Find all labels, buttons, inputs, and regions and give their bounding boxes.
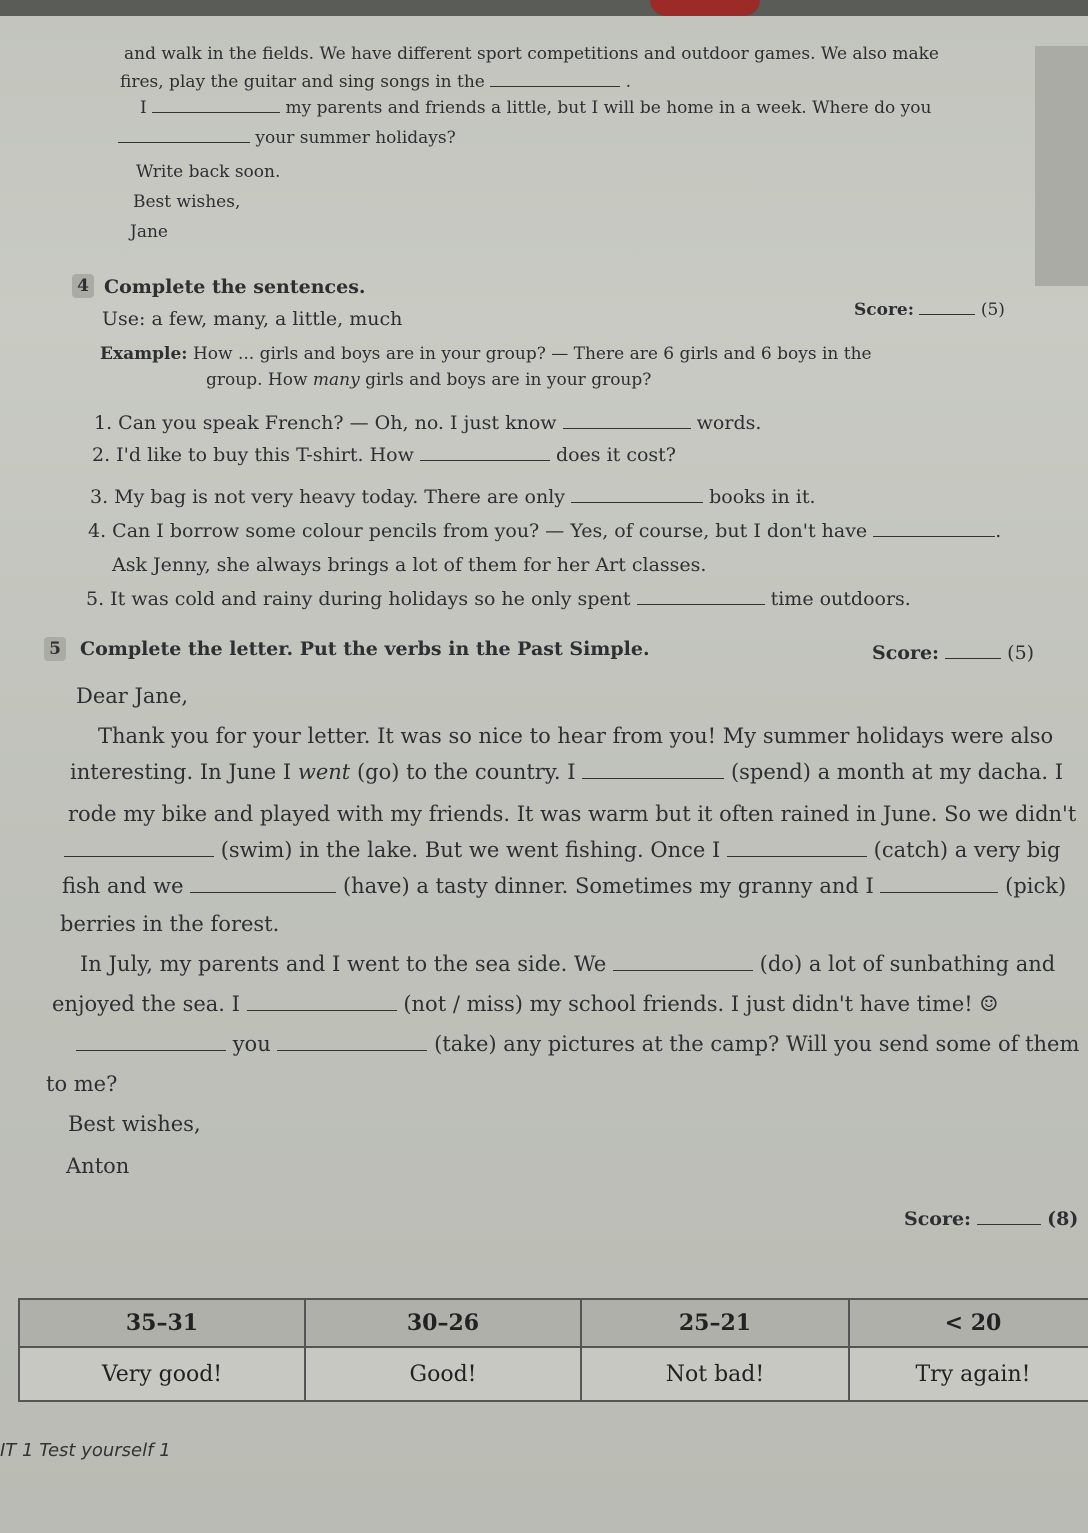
ex5-line-5: [62, 874, 1066, 898]
answer-blank[interactable]: [727, 855, 867, 857]
score-range-cell: 25–21: [581, 1299, 849, 1347]
ex4-example-label: Example:: [100, 344, 188, 364]
score-range-cell: 35–31: [19, 1299, 305, 1347]
answer-blank[interactable]: [637, 603, 765, 605]
top-edge: [0, 0, 1088, 16]
ex4-title: Complete the sentences.: [104, 276, 366, 298]
ex4-s4-text: 4. Can I borrow some colour pencils from you? — Yes, of course, but I don't have: [88, 520, 868, 542]
answer-blank[interactable]: [190, 891, 336, 893]
ex5-line9-b: (take) any pictures at the camp? Will you send some of them: [434, 1032, 1080, 1056]
ex5-line-6: berries in the forest.: [60, 912, 280, 936]
ex5-wishes: Best wishes,: [68, 1112, 201, 1136]
score-label-cell: Try again!: [849, 1347, 1088, 1401]
ex5-score-max: (5): [1007, 642, 1035, 664]
ex5-line7-a: In July, my parents and I went to the sea side. We: [80, 952, 607, 976]
ex5-score-label: Score:: [872, 642, 940, 664]
ex5-signature: Anton: [66, 1154, 130, 1178]
page-edge-shadow: [1035, 46, 1088, 286]
ex5-line5-c: (pick): [1005, 874, 1067, 898]
answer-blank[interactable]: [76, 1049, 226, 1051]
score-range-cell: 30–26: [305, 1299, 581, 1347]
ex5-line2-example: went: [297, 760, 351, 784]
ex4-score-max: (5): [980, 300, 1005, 320]
total-score-max: (8): [1047, 1208, 1079, 1230]
ex5-line4-b: (catch) a very big: [873, 838, 1061, 862]
ex4-use: Use: a few, many, a little, much: [102, 308, 403, 330]
score-range-row: [19, 1299, 1088, 1347]
answer-blank[interactable]: [277, 1049, 427, 1051]
ex5-number: 5: [44, 637, 66, 661]
ex5-line-9: [76, 1032, 1079, 1056]
letter1-line3-text: my parents and friends a little, but I will be home in a week. Where do you: [285, 98, 932, 118]
answer-blank[interactable]: [563, 427, 691, 429]
ex4-example-line2: [206, 370, 651, 390]
score-range-cell: < 20: [849, 1299, 1088, 1347]
answer-blank[interactable]: [247, 1009, 397, 1011]
letter1-wishes: Best wishes,: [133, 192, 241, 212]
score-label-cell: Good!: [305, 1347, 581, 1401]
ex4-s5-end: time outdoors.: [770, 588, 911, 610]
ex5-line-1: Thank you for your letter. It was so nice to hear from you! My summer holidays were also: [98, 724, 1054, 748]
ex4-s3-text: 3. My bag is not very heavy today. There are only: [90, 486, 566, 508]
ex4-s2-end: does it cost?: [555, 444, 676, 466]
ex4-sentence-4: 4. Can I borrow some colour pencils from you? — Yes, of course, but I don't have .: [88, 520, 1002, 542]
letter1-signature: Jane: [130, 222, 168, 242]
ex5-line-3: rode my bike and played with my friends. It was warm but it often rained in June. So we didn't: [68, 802, 1077, 826]
total-score-label: Score:: [904, 1208, 972, 1230]
ex4-example2-em: many: [312, 370, 360, 390]
ex5-greeting: Dear Jane,: [76, 684, 189, 708]
ex5-line9-a: you: [232, 1032, 271, 1056]
ex5-line-10: to me?: [46, 1072, 118, 1096]
ex4-s1-end: words.: [696, 412, 762, 434]
ex4-example-line1: [100, 344, 872, 364]
ex5-line2-a: interesting. In June I: [70, 760, 292, 784]
ex5-line-7: [80, 952, 1055, 976]
blank-line: [118, 141, 250, 143]
answer-blank[interactable]: [64, 855, 214, 857]
answer-blank[interactable]: [873, 535, 995, 537]
ex4-example-text: How ... girls and boys are in your group? — There are 6 girls and 6 boys in the: [192, 344, 872, 364]
ex5-line2-b: (go) to the country. I: [356, 760, 576, 784]
ex5-score-blank: [945, 657, 1001, 659]
score-label-cell: Not bad!: [581, 1347, 849, 1401]
ex5-line5-b: (have) a tasty dinner. Sometimes my granny and I: [342, 874, 874, 898]
letter1-closing: Write back soon.: [136, 162, 281, 182]
ex4-score-label: Score:: [854, 300, 915, 320]
ex4-number: 4: [72, 274, 94, 298]
answer-blank[interactable]: [582, 777, 724, 779]
answer-blank[interactable]: [420, 459, 550, 461]
total-score: [904, 1208, 1078, 1230]
letter1-line4: [118, 128, 456, 148]
letter1-line3: [140, 98, 931, 118]
letter1-line2-text: fires, play the guitar and sing songs in the: [120, 72, 485, 92]
ex4-s1-text: 1. Can you speak French? — Oh, no. I just know: [94, 412, 557, 434]
letter1-line3-i: I: [140, 98, 147, 118]
answer-blank[interactable]: [613, 969, 753, 971]
blank-line: [152, 111, 280, 113]
ex5-line7-b: (do) a lot of sunbathing and: [759, 952, 1056, 976]
answer-blank[interactable]: [880, 891, 998, 893]
ex4-s2-text: 2. I'd like to buy this T-shirt. How: [92, 444, 414, 466]
ex5-line8-b: (not / miss) my school friends. I just didn't have time! ☺: [403, 992, 999, 1016]
ex4-s3-end: books in it.: [709, 486, 816, 508]
ex5-title: Complete the letter. Put the verbs in the Past Simple.: [80, 638, 650, 660]
score-table: [18, 1298, 1088, 1402]
ex4-example2-pre: group. How: [206, 370, 308, 390]
letter1-line4-text: your summer holidays?: [255, 128, 456, 148]
ex4-sentence-2: [92, 444, 676, 466]
blank-line: [490, 85, 620, 87]
ex4-score: [854, 300, 1005, 320]
letter1-line1: and walk in the fields. We have different sport competitions and outdoor games. We also make: [124, 44, 939, 64]
ex5-line4-a: (swim) in the lake. But we went fishing. Once I: [220, 838, 721, 862]
ex5-line5-a: fish and we: [62, 874, 184, 898]
total-score-blank: [977, 1223, 1041, 1225]
red-clip: [650, 0, 760, 16]
ex4-sentence-5: [86, 588, 911, 610]
ex5-score: [872, 642, 1034, 664]
ex4-sentence-3: [90, 486, 816, 508]
ex4-example2-post: girls and boys are in your group?: [365, 370, 652, 390]
ex4-score-blank: [919, 313, 975, 315]
score-label-row: [19, 1347, 1088, 1401]
ex5-line8-a: enjoyed the sea. I: [52, 992, 240, 1016]
ex4-sentence-4-cont: Ask Jenny, she always brings a lot of them for her Art classes.: [112, 554, 707, 576]
ex5-line-8: [52, 992, 998, 1016]
score-label-cell: Very good!: [19, 1347, 305, 1401]
ex5-line-4: [64, 838, 1060, 862]
ex5-line-2: [70, 760, 1063, 784]
ex4-sentence-1: [94, 412, 761, 434]
ex5-line2-c: (spend) a month at my dacha. I: [730, 760, 1064, 784]
answer-blank[interactable]: [571, 501, 703, 503]
page-footer: IT 1 Test yourself 1: [0, 1440, 171, 1461]
ex4-s5-text: 5. It was cold and rainy during holidays so he only spent: [86, 588, 631, 610]
letter1-line2: fires, play the guitar and sing songs in the .: [120, 72, 632, 92]
